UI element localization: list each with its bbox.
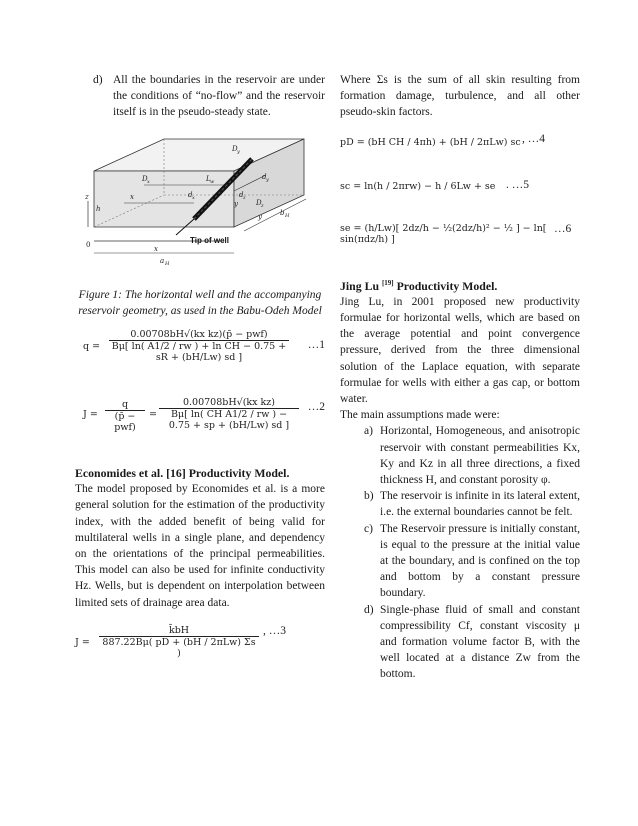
eq2-mid-fraction <box>105 399 145 433</box>
svg-text:H: H <box>165 260 170 267</box>
assumption-item-d <box>364 602 580 683</box>
eq1-fraction <box>109 329 289 363</box>
assumption-label: a) <box>364 425 373 438</box>
svg-text:d: d <box>262 172 267 181</box>
left-column <box>75 72 325 665</box>
svg-text:x: x <box>147 178 150 185</box>
eq1-number: …1 <box>307 339 325 352</box>
jinglu-heading-name: Jing Lu <box>340 278 380 293</box>
assumption-item-b <box>364 488 580 520</box>
eq2-fraction <box>159 397 299 431</box>
assumption-text: Horizontal, Homogeneous, and anisotropic reservoir with constant permeabilities Kx, Ky and Kz in all three directions, a fixed thickness H, and constant porosity φ. <box>380 425 580 486</box>
svg-text:b: b <box>280 208 285 217</box>
reservoir-diagram <box>84 131 316 269</box>
svg-text:y: y <box>258 212 262 221</box>
eq1-denominator: Bμ[ ln( A1/2 / rw ) + ln CH − 0.75 + sR + (bH/Lw) sd ] <box>111 341 287 364</box>
list-label: d) <box>93 74 103 86</box>
jinglu-paragraph: Jing Lu, in 2001 proposed new productivity formulae for horizontal wells, which are based on the average potential and point convergence pressure, derived from the three dimensional solution of the Laplace equation, with separate formulae for wells with either a gas cap, or bottom water. <box>340 295 580 405</box>
assumption-text: The reservoir is infinite in its lateral extent, i.e. the external boundaries cannot be felt. <box>380 490 580 519</box>
eq2-mid-denominator: (p̄ − pwf) <box>114 411 136 434</box>
assumption-item-a <box>364 423 580 488</box>
list-text: All the boundaries in the reservoir are under the conditions of “no-flow” and the reservoir itself is in the pseudo-steady state. <box>113 74 325 119</box>
eq3-denominator: 887.22Bμ( pD + (bH / 2πLw) Σs ) <box>102 636 256 659</box>
assumption-text: The Reservoir pressure is initially constant, is equal to the pressure at the initial value at the boundary, and is confined on the top and bottom by a constant pressure boundary. <box>380 522 580 600</box>
svg-text:d: d <box>188 190 193 199</box>
jinglu-heading <box>340 275 580 294</box>
jinglu-heading-rest: Productivity Model. <box>393 278 498 293</box>
svg-text:x: x <box>154 244 158 253</box>
eq4-text: pD = (bH CH / 4πh) + (bH / 2πLw) sc <box>340 136 521 148</box>
svg-text:z: z <box>243 194 246 201</box>
reservoir-figure <box>84 131 316 269</box>
eq2-denominator: Bμ[ ln( CH A1/2 / rw ) − 0.75 + sp + (bH/Lw) sd ] <box>168 409 290 432</box>
svg-text:x: x <box>192 194 195 201</box>
eq2-numerator: 0.00708bH√(kx kz) <box>159 397 299 409</box>
svg-text:h: h <box>96 204 101 213</box>
svg-text:D: D <box>256 198 262 207</box>
eq3-lhs: J = <box>75 636 90 648</box>
assumption-label: c) <box>364 522 373 535</box>
assumptions-intro: The main assumptions made were: <box>340 409 500 422</box>
svg-text:w: w <box>210 178 215 185</box>
eq5-text: sc = ln(h / 2πrw) − h / 6Lw + se <box>340 180 496 192</box>
eq2-mid-numerator: q <box>105 399 145 411</box>
svg-text:y: y <box>266 176 269 183</box>
figure-caption: Figure 1: The horizontal well and the accompanying reservoir geometry, as used in the Babu-Odeh Model <box>78 288 322 317</box>
assumption-label: b) <box>364 490 374 503</box>
equation-1 <box>75 327 325 373</box>
economides-paragraph: The model proposed by Economides et al. is a more general solution for the estimation of the productivity index, with the added benefit of being valid for multilateral wells in a single plane, and dependency on the orientations of the principal permeabilities. This model can also be used for infinite conductivity Hz. Wells, but is dependent on interpolation between limited sets of drainage area data. <box>75 483 325 609</box>
svg-text:x: x <box>130 192 134 201</box>
eq2-number: …2 <box>307 401 325 414</box>
skin-intro-paragraph: Where Σs is the sum of all skin resulting from formation damage, turbulence, and all other pseudo-skin factors. <box>340 74 580 119</box>
eq2-lhs: J = <box>83 409 98 421</box>
eq1-lhs: q = <box>83 341 101 353</box>
svg-text:H: H <box>285 212 290 219</box>
eq3-number: , …3 <box>263 624 286 637</box>
jinglu-reference: [19] <box>381 278 394 287</box>
equation-4 <box>340 129 580 163</box>
equation-5 <box>340 175 580 205</box>
assumption-label: d) <box>364 603 374 616</box>
svg-text:d: d <box>239 190 244 199</box>
svg-text:D: D <box>232 144 238 153</box>
assumption-text: Single-phase fluid of small and constant compressibility Cf, constant viscosity μ and formation volume factor B, with the well located at a distance Zw from the bottom. <box>380 603 580 681</box>
eq5-number: . …5 <box>506 178 529 191</box>
svg-text:z: z <box>261 202 264 209</box>
list-item-d <box>75 72 325 121</box>
equation-6 <box>340 215 580 255</box>
eq1-numerator: 0.00708bH√(kx kz)(p̄ − pwf) <box>109 329 289 341</box>
svg-text:z: z <box>85 192 89 201</box>
svg-text:y: y <box>237 148 240 155</box>
economides-heading: Economides et al. [16] Productivity Model. <box>75 466 290 481</box>
right-column <box>340 72 580 683</box>
eq3-fraction <box>99 625 259 659</box>
eq6-number: …6 <box>554 222 572 235</box>
equation-2: J = q (p̄ − pwf) = $\frac{\text{0.00708bH√(kx kz)}}{\text{Bμ[ ln( CH A1/2 / rw ) − 0.75 + sp + (bH/Lw) sd ]}}$ …2 <box>83 397 325 434</box>
eq6-text: se = (h/Lw)[ 2dz/h − ½(2dz/h)² − ½ ] − ln[ sin(πdz/h) ] <box>340 222 547 245</box>
svg-text:L: L <box>206 174 211 183</box>
svg-text:Tip of well: Tip of well <box>190 235 229 245</box>
svg-text:y: y <box>234 199 238 208</box>
equation-3 <box>75 625 325 665</box>
assumptions-list <box>340 423 580 682</box>
eq4-number: , …4 <box>522 132 545 145</box>
eq3-numerator: k̄bH <box>99 625 259 637</box>
svg-text:a: a <box>160 256 165 265</box>
assumption-item-c <box>364 521 580 602</box>
svg-text:D: D <box>142 174 148 183</box>
svg-text:0: 0 <box>86 240 91 249</box>
